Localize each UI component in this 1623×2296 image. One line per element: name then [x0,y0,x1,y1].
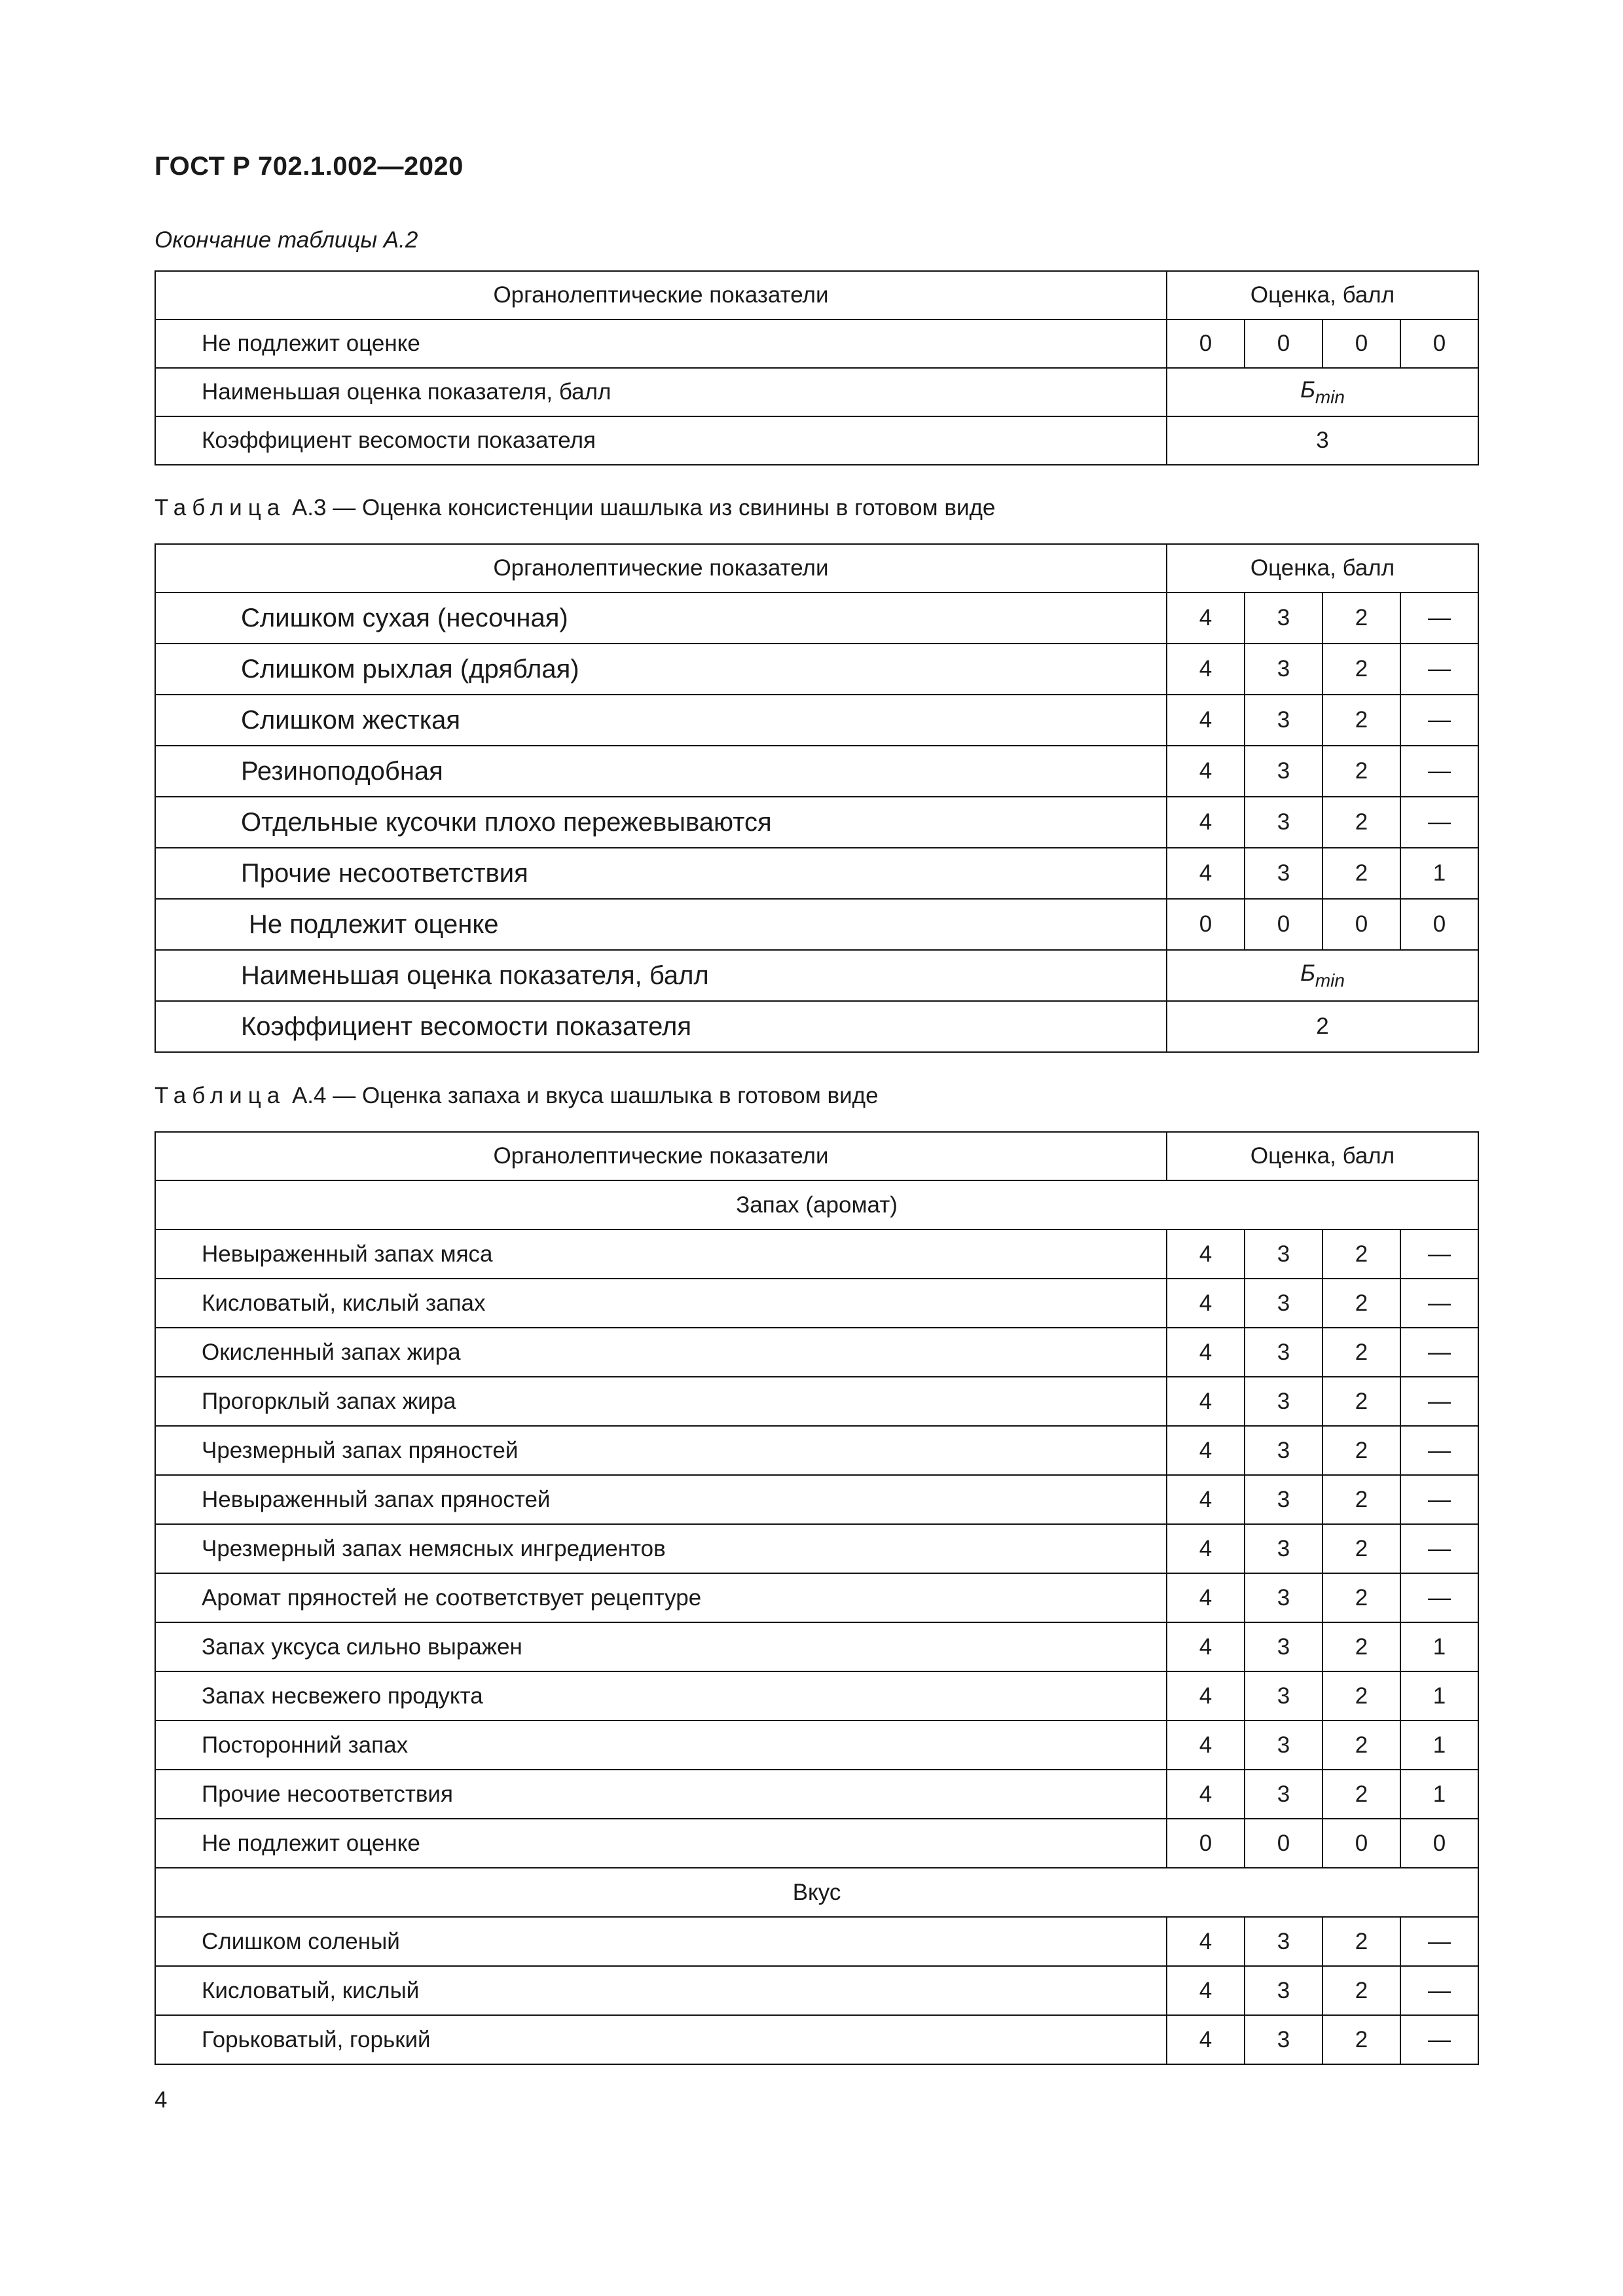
score-cell: 3 [1245,1917,1322,1966]
row-label: Запах несвежего продукта [155,1671,1167,1721]
score-cell: 2 [1322,848,1400,899]
score-cell: — [1400,695,1478,746]
score-cell: 3 [1245,848,1322,899]
score-cell: — [1400,592,1478,644]
score-cell: 0 [1400,1819,1478,1868]
table-row [155,848,1478,899]
score-cell: 3 [1245,592,1322,644]
table-row [155,797,1478,848]
min-symbol: Б [1300,960,1315,986]
table-header-row [155,1132,1478,1180]
score-cell: — [1400,1328,1478,1377]
score-cell: 0 [1245,1819,1322,1868]
table-row [155,1426,1478,1475]
score-cell: 3 [1245,1524,1322,1573]
score-cell: 1 [1400,1770,1478,1819]
section-smell-title: Запах (аромат) [155,1180,1478,1230]
score-cell: 2 [1322,1770,1400,1819]
score-cell: — [1400,1573,1478,1622]
score-cell: 2 [1322,695,1400,746]
score-cell: 3 [1245,2015,1322,2064]
score-cell: 2 [1322,1524,1400,1573]
score-cell: 4 [1167,1230,1245,1279]
table-word: Таблица [155,495,286,520]
score-cell: 2 [1322,1426,1400,1475]
table-row [155,1770,1478,1819]
table-row [155,1524,1478,1573]
smell-rows [155,1230,1478,1868]
table-a4-caption [155,1083,879,1109]
table-a3-caption [155,495,995,521]
page-number: 4 [155,2087,168,2113]
score-cell: 3 [1245,1279,1322,1328]
score-cell: 2 [1322,1671,1400,1721]
table-row [155,1671,1478,1721]
table-row [155,1966,1478,2015]
section-taste-title: Вкус [155,1868,1478,1917]
row-label: Не подлежит оценке [155,899,1167,950]
score-cell: 3 [1245,1377,1322,1426]
row-label: Слишком соленый [155,1917,1167,1966]
score-cell: 2 [1322,1917,1400,1966]
score-cell: 3 [1245,695,1322,746]
table-a4 [155,1131,1479,2065]
table-row [155,1475,1478,1524]
score-cell: — [1400,1475,1478,1524]
score-cell: 0 [1400,319,1478,368]
score-cell: 2 [1322,797,1400,848]
score-cell: 0 [1245,899,1322,950]
table-row [155,1328,1478,1377]
score-cell: 4 [1167,644,1245,695]
score-cell: 2 [1322,1721,1400,1770]
score-cell: 3 [1245,1426,1322,1475]
section-row-taste [155,1868,1478,1917]
score-cell: 0 [1322,899,1400,950]
coefficient-value: 3 [1167,416,1478,465]
row-label: Чрезмерный запах немясных ингредиентов [155,1524,1167,1573]
table-row [155,592,1478,644]
score-cell: 2 [1322,1230,1400,1279]
score-cell: — [1400,1917,1478,1966]
score-cell: 2 [1322,1475,1400,1524]
score-cell: — [1400,1524,1478,1573]
column-header-score: Оценка, балл [1167,544,1478,592]
score-cell: 2 [1322,592,1400,644]
score-cell: 4 [1167,1279,1245,1328]
score-cell: 3 [1245,746,1322,797]
table-a2-caption: Окончание таблицы А.2 [155,227,418,253]
row-label: Прочие несоответствия [155,1770,1167,1819]
table-row [155,1573,1478,1622]
score-cell: 2 [1322,2015,1400,2064]
score-cell: 1 [1400,1671,1478,1721]
score-cell: 1 [1400,848,1478,899]
document-code: ГОСТ Р 702.1.002—2020 [155,152,464,181]
score-cell: 3 [1245,1573,1322,1622]
row-label: Резиноподобная [155,746,1167,797]
min-score-label: Наименьшая оценка показателя, балл [155,368,1167,416]
score-cell: 2 [1322,1966,1400,2015]
score-cell: — [1400,1377,1478,1426]
score-cell: 4 [1167,1475,1245,1524]
table-a4-title: А.4 — Оценка запаха и вкуса шашлыка в готовом виде [285,1083,879,1108]
score-cell: 4 [1167,1328,1245,1377]
row-label: Не подлежит оценке [155,319,1167,368]
score-cell: 3 [1245,797,1322,848]
table-row [155,899,1478,950]
score-cell: 2 [1322,644,1400,695]
score-cell: 3 [1245,1770,1322,1819]
table-a3 [155,543,1479,1053]
row-label: Отдельные кусочки плохо пережевываются [155,797,1167,848]
score-cell: — [1400,644,1478,695]
score-cell: 2 [1322,1279,1400,1328]
score-cell: 4 [1167,797,1245,848]
coefficient-label: Коэффициент весомости показателя [155,1001,1167,1052]
score-cell: 0 [1400,899,1478,950]
coefficient-label: Коэффициент весомости показателя [155,416,1167,465]
score-cell: 4 [1167,746,1245,797]
min-subscript: min [1315,386,1345,407]
score-cell: — [1400,1426,1478,1475]
score-cell: 0 [1322,1819,1400,1868]
table-row [155,1279,1478,1328]
row-label: Прогорклый запах жира [155,1377,1167,1426]
table-a2 [155,270,1479,465]
min-score-value [1167,950,1478,1001]
row-label: Невыраженный запах пряностей [155,1475,1167,1524]
table-row [155,2015,1478,2064]
row-label: Окисленный запах жира [155,1328,1167,1377]
score-cell: 3 [1245,1622,1322,1671]
section-row-smell [155,1180,1478,1230]
coefficient-value: 2 [1167,1001,1478,1052]
score-cell: 3 [1245,1966,1322,2015]
row-label: Слишком рыхлая (дряблая) [155,644,1167,695]
column-header-score: Оценка, балл [1167,271,1478,319]
column-header-score: Оценка, балл [1167,1132,1478,1180]
score-cell: 4 [1167,1966,1245,2015]
row-label: Посторонний запах [155,1721,1167,1770]
score-cell: 2 [1322,746,1400,797]
score-cell: 0 [1167,319,1245,368]
score-cell: 0 [1245,319,1322,368]
row-label: Кисловатый, кислый запах [155,1279,1167,1328]
table-row [155,1230,1478,1279]
score-cell: — [1400,797,1478,848]
score-cell: 4 [1167,1573,1245,1622]
score-cell: 0 [1167,1819,1245,1868]
table-row [155,1819,1478,1868]
column-header-indicators: Органолептические показатели [155,1132,1167,1180]
score-cell: 3 [1245,644,1322,695]
table-a3-title: А.3 — Оценка консистенции шашлыка из свинины в готовом виде [285,495,996,520]
row-label: Аромат пряностей не соответствует рецептуре [155,1573,1167,1622]
table-row [155,319,1478,368]
row-label: Запах уксуса сильно выражен [155,1622,1167,1671]
score-cell: 4 [1167,848,1245,899]
min-score-value [1167,368,1478,416]
score-cell: 4 [1167,1377,1245,1426]
table-header-row [155,544,1478,592]
score-cell: 0 [1167,899,1245,950]
score-cell: 3 [1245,1721,1322,1770]
score-cell: 4 [1167,1426,1245,1475]
min-score-row [155,368,1478,416]
table-row [155,1917,1478,1966]
score-cell: 4 [1167,592,1245,644]
min-score-label: Наименьшая оценка показателя, балл [155,950,1167,1001]
score-cell: 1 [1400,1622,1478,1671]
score-cell: 4 [1167,1721,1245,1770]
score-cell: — [1400,1966,1478,2015]
row-label: Слишком сухая (несочная) [155,592,1167,644]
score-cell: — [1400,2015,1478,2064]
row-label: Невыраженный запах мяса [155,1230,1167,1279]
min-subscript: min [1315,970,1345,991]
score-cell: 4 [1167,1770,1245,1819]
row-label: Слишком жесткая [155,695,1167,746]
row-label: Чрезмерный запах пряностей [155,1426,1167,1475]
row-label: Не подлежит оценке [155,1819,1167,1868]
score-cell: 2 [1322,1573,1400,1622]
table-row [155,1377,1478,1426]
row-label: Кисловатый, кислый [155,1966,1167,2015]
score-cell: 2 [1322,1377,1400,1426]
min-symbol: Б [1300,376,1315,403]
score-cell: 4 [1167,1622,1245,1671]
score-cell: 4 [1167,695,1245,746]
score-cell: — [1400,1230,1478,1279]
table-row [155,746,1478,797]
score-cell: 3 [1245,1230,1322,1279]
row-label: Горьковатый, горький [155,2015,1167,2064]
score-cell: 3 [1245,1328,1322,1377]
score-cell: — [1400,746,1478,797]
score-cell: 3 [1245,1671,1322,1721]
coefficient-row [155,416,1478,465]
table-header-row [155,271,1478,319]
score-cell: 4 [1167,1671,1245,1721]
score-cell: 0 [1322,319,1400,368]
min-score-row [155,950,1478,1001]
column-header-indicators: Органолептические показатели [155,271,1167,319]
score-cell: 1 [1400,1721,1478,1770]
table-word: Таблица [155,1083,286,1108]
column-header-indicators: Органолептические показатели [155,544,1167,592]
score-cell: 2 [1322,1328,1400,1377]
row-label: Прочие несоответствия [155,848,1167,899]
table-row [155,1721,1478,1770]
score-cell: 2 [1322,1622,1400,1671]
coefficient-row [155,1001,1478,1052]
score-cell: 4 [1167,2015,1245,2064]
score-cell: 4 [1167,1917,1245,1966]
taste-rows [155,1917,1478,2064]
score-cell: 4 [1167,1524,1245,1573]
table-row [155,695,1478,746]
score-cell: — [1400,1279,1478,1328]
table-row [155,644,1478,695]
score-cell: 3 [1245,1475,1322,1524]
table-row [155,1622,1478,1671]
